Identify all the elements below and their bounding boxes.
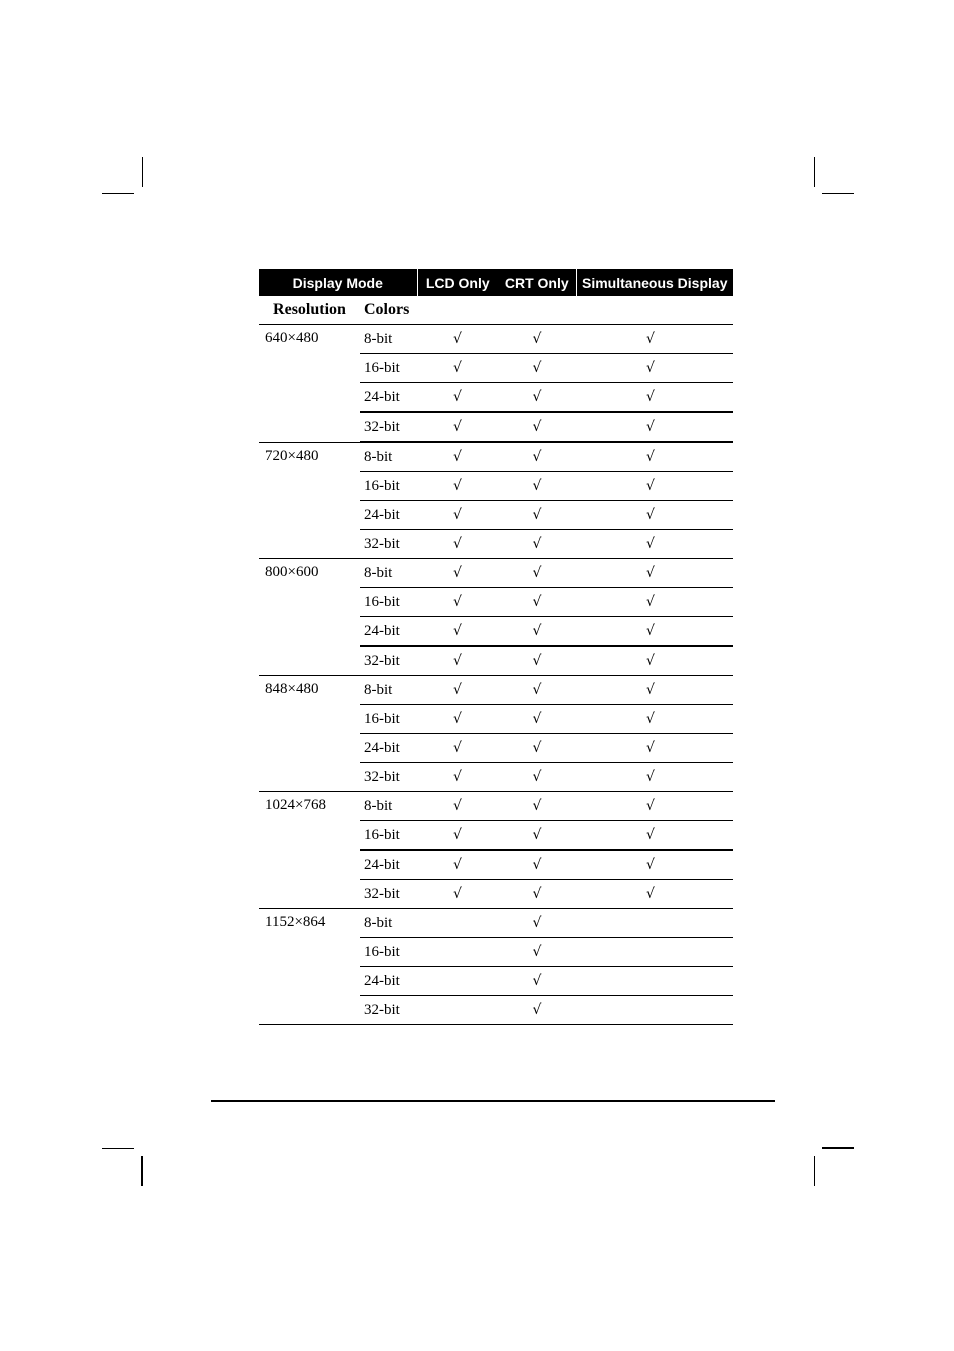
resolution-cell: 1152×864	[259, 909, 360, 1025]
simultaneous-check-cell: √	[576, 821, 733, 851]
lcd-check-cell: √	[417, 646, 498, 676]
simultaneous-check-cell: √	[576, 412, 733, 442]
crt-check-cell: √	[498, 559, 576, 588]
colors-cell: 24-bit	[360, 383, 417, 413]
simultaneous-check-cell: √	[576, 676, 733, 705]
simultaneous-check-cell: √	[576, 763, 733, 792]
header-colors: Colors	[360, 296, 417, 325]
lcd-check-cell: √	[417, 705, 498, 734]
simultaneous-check-cell: √	[576, 617, 733, 647]
crt-check-cell: √	[498, 676, 576, 705]
table-body	[259, 325, 733, 1025]
crt-check-cell: √	[498, 646, 576, 676]
crt-check-cell: √	[498, 763, 576, 792]
crt-check-cell: √	[498, 501, 576, 530]
header-empty	[417, 296, 498, 325]
crt-check-cell: √	[498, 705, 576, 734]
lcd-check-cell: √	[417, 850, 498, 880]
colors-cell: 16-bit	[360, 472, 417, 501]
simultaneous-check-cell	[576, 909, 733, 938]
lcd-check-cell: √	[417, 325, 498, 354]
crop-mark-bottom-left-h	[102, 1148, 134, 1149]
colors-cell: 8-bit	[360, 909, 417, 938]
colors-cell: 32-bit	[360, 646, 417, 676]
crop-mark-top-left-v	[142, 157, 143, 187]
lcd-check-cell: √	[417, 383, 498, 413]
crt-check-cell: √	[498, 530, 576, 559]
crt-check-cell: √	[498, 996, 576, 1025]
colors-cell: 24-bit	[360, 850, 417, 880]
crop-mark-bottom-left-v	[141, 1156, 143, 1186]
colors-cell: 32-bit	[360, 530, 417, 559]
colors-cell: 8-bit	[360, 442, 417, 472]
table-row	[259, 909, 733, 938]
colors-cell: 8-bit	[360, 559, 417, 588]
lcd-check-cell: √	[417, 530, 498, 559]
colors-cell: 8-bit	[360, 792, 417, 821]
simultaneous-check-cell: √	[576, 850, 733, 880]
crop-mark-top-right-h	[822, 193, 854, 194]
simultaneous-check-cell: √	[576, 354, 733, 383]
resolution-cell: 800×600	[259, 559, 360, 676]
crt-check-cell: √	[498, 938, 576, 967]
simultaneous-check-cell: √	[576, 705, 733, 734]
lcd-check-cell: √	[417, 734, 498, 763]
simultaneous-check-cell: √	[576, 325, 733, 354]
resolution-cell: 720×480	[259, 442, 360, 559]
colors-cell: 8-bit	[360, 676, 417, 705]
table-row	[259, 792, 733, 821]
lcd-check-cell: √	[417, 763, 498, 792]
lcd-check-cell: √	[417, 501, 498, 530]
simultaneous-check-cell: √	[576, 792, 733, 821]
colors-cell: 32-bit	[360, 763, 417, 792]
colors-cell: 32-bit	[360, 412, 417, 442]
table-header-row	[259, 269, 733, 296]
crt-check-cell: √	[498, 412, 576, 442]
crop-mark-bottom-right-v	[814, 1156, 815, 1186]
simultaneous-check-cell: √	[576, 646, 733, 676]
simultaneous-check-cell: √	[576, 442, 733, 472]
lcd-check-cell: √	[417, 354, 498, 383]
lcd-check-cell: √	[417, 617, 498, 647]
colors-cell: 16-bit	[360, 588, 417, 617]
table-subheader-row	[259, 296, 733, 325]
lcd-check-cell: √	[417, 792, 498, 821]
colors-cell: 8-bit	[360, 325, 417, 354]
crt-check-cell: √	[498, 325, 576, 354]
lcd-check-cell: √	[417, 821, 498, 851]
footer-rule	[211, 1100, 775, 1102]
crt-check-cell: √	[498, 967, 576, 996]
simultaneous-check-cell	[576, 967, 733, 996]
table-row	[259, 676, 733, 705]
lcd-check-cell: √	[417, 442, 498, 472]
crop-mark-top-right-v	[814, 157, 815, 187]
table-row	[259, 442, 733, 472]
colors-cell: 24-bit	[360, 734, 417, 763]
header-display-mode: Display Mode	[259, 269, 417, 296]
lcd-check-cell	[417, 938, 498, 967]
lcd-check-cell: √	[417, 588, 498, 617]
simultaneous-check-cell	[576, 996, 733, 1025]
crt-check-cell: √	[498, 880, 576, 909]
crt-check-cell: √	[498, 588, 576, 617]
colors-cell: 32-bit	[360, 996, 417, 1025]
lcd-check-cell: √	[417, 559, 498, 588]
header-empty	[498, 296, 576, 325]
crt-check-cell: √	[498, 354, 576, 383]
simultaneous-check-cell	[576, 938, 733, 967]
header-resolution: Resolution	[259, 296, 360, 325]
colors-cell: 24-bit	[360, 967, 417, 996]
colors-cell: 24-bit	[360, 501, 417, 530]
crt-check-cell: √	[498, 383, 576, 413]
resolution-cell: 848×480	[259, 676, 360, 792]
lcd-check-cell: √	[417, 412, 498, 442]
simultaneous-check-cell: √	[576, 383, 733, 413]
lcd-check-cell	[417, 996, 498, 1025]
lcd-check-cell: √	[417, 472, 498, 501]
crt-check-cell: √	[498, 442, 576, 472]
crt-check-cell: √	[498, 821, 576, 851]
crt-check-cell: √	[498, 617, 576, 647]
display-mode-table	[259, 269, 733, 1025]
lcd-check-cell	[417, 967, 498, 996]
simultaneous-check-cell: √	[576, 530, 733, 559]
header-simultaneous-display: Simultaneous Display	[576, 269, 733, 296]
header-crt-only: CRT Only	[498, 269, 576, 296]
simultaneous-check-cell: √	[576, 880, 733, 909]
crt-check-cell: √	[498, 850, 576, 880]
table-row	[259, 325, 733, 354]
colors-cell: 24-bit	[360, 617, 417, 647]
crop-mark-top-left-h	[102, 193, 134, 194]
crt-check-cell: √	[498, 909, 576, 938]
table-row	[259, 559, 733, 588]
crt-check-cell: √	[498, 734, 576, 763]
lcd-check-cell	[417, 909, 498, 938]
header-empty	[576, 296, 733, 325]
simultaneous-check-cell: √	[576, 472, 733, 501]
crt-check-cell: √	[498, 472, 576, 501]
colors-cell: 16-bit	[360, 938, 417, 967]
crt-check-cell: √	[498, 792, 576, 821]
lcd-check-cell: √	[417, 880, 498, 909]
crop-mark-bottom-right-h	[822, 1147, 854, 1149]
colors-cell: 32-bit	[360, 880, 417, 909]
lcd-check-cell: √	[417, 676, 498, 705]
header-lcd-only: LCD Only	[417, 269, 498, 296]
resolution-cell: 640×480	[259, 325, 360, 443]
colors-cell: 16-bit	[360, 821, 417, 851]
simultaneous-check-cell: √	[576, 559, 733, 588]
simultaneous-check-cell: √	[576, 588, 733, 617]
colors-cell: 16-bit	[360, 354, 417, 383]
simultaneous-check-cell: √	[576, 734, 733, 763]
resolution-cell: 1024×768	[259, 792, 360, 909]
colors-cell: 16-bit	[360, 705, 417, 734]
simultaneous-check-cell: √	[576, 501, 733, 530]
